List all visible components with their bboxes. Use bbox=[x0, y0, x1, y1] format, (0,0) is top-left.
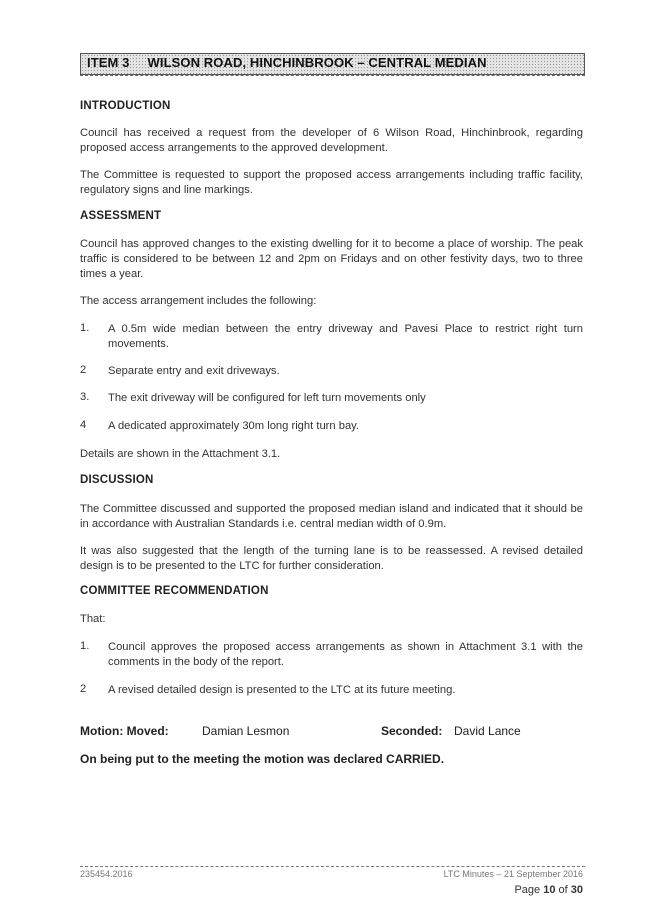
assessment-list-number: 1. bbox=[80, 322, 90, 334]
recommendation-intro: That: bbox=[80, 613, 106, 625]
page-total: 30 bbox=[570, 884, 583, 896]
assessment-details: Details are shown in the Attachment 3.1. bbox=[80, 448, 281, 460]
motion-moved-label: Motion: Moved: bbox=[80, 724, 169, 738]
motion-carried-statement: On being put to the meeting the motion was declared CARRIED. bbox=[80, 752, 445, 766]
recommendation-list-number: 1. bbox=[80, 640, 90, 652]
footer-divider bbox=[80, 866, 585, 867]
motion-seconded-label: Seconded: bbox=[381, 724, 443, 738]
assessment-list-number: 4 bbox=[80, 419, 87, 431]
page-prefix: Page bbox=[514, 884, 544, 896]
recommendation-list-item: Council approves the proposed access arrangements as shown in Attachment 3.1 with the comments in the body of the report. bbox=[108, 641, 583, 668]
footer-minutes-title: LTC Minutes – 21 September 2016 bbox=[443, 869, 583, 879]
footer-page-number bbox=[514, 884, 583, 896]
discussion-paragraph-1: The Committee discussed and supported the proposed median island and indicated that it should be in accordance with Australian Standards i.e. central median width of 0.9m. bbox=[80, 503, 583, 530]
assessment-list-item: Separate entry and exit driveways. bbox=[108, 365, 280, 377]
assessment-paragraph-1: Council has approved changes to the existing dwelling for it to become a place of worship. The peak traffic is considered to be between 12 and 2pm on Fridays and on other festivity days, two to three times a year. bbox=[80, 238, 583, 280]
page-of: of bbox=[555, 884, 571, 896]
recommendation-list-number: 2 bbox=[80, 683, 87, 695]
item-title bbox=[87, 55, 487, 70]
page-current: 10 bbox=[543, 884, 556, 896]
heading-introduction: INTRODUCTION bbox=[80, 100, 171, 112]
discussion-paragraph-2: It was also suggested that the length of the turning lane is to be reassessed. A revised detailed design is to be presented to the LTC for further consideration. bbox=[80, 545, 583, 572]
motion-moved-by: Damian Lesmon bbox=[202, 724, 290, 738]
introduction-paragraph-2: The Committee is requested to support the proposed access arrangements including traffic facility, regulatory signs and line markings. bbox=[80, 169, 583, 196]
item-number: ITEM 3 bbox=[87, 55, 130, 70]
assessment-list-item: The exit driveway will be configured for left turn movements only bbox=[108, 392, 426, 404]
header-divider bbox=[80, 75, 585, 76]
assessment-list-item: A dedicated approximately 30m long right turn bay. bbox=[108, 420, 360, 432]
heading-discussion: DISCUSSION bbox=[80, 474, 154, 486]
footer-document-id: 235454.2016 bbox=[80, 869, 133, 879]
item-title-text: WILSON ROAD, HINCHINBROOK – CENTRAL MEDIAN bbox=[147, 55, 487, 70]
heading-assessment: ASSESSMENT bbox=[80, 210, 162, 222]
assessment-list-number: 3. bbox=[80, 391, 90, 403]
recommendation-list-item: A revised detailed design is presented to the LTC at its future meeting. bbox=[108, 684, 456, 696]
heading-committee-recommendation: COMMITTEE RECOMMENDATION bbox=[80, 585, 269, 597]
introduction-paragraph-1: Council has received a request from the developer of 6 Wilson Road, Hinchinbrook, regarding proposed access arrangements to the approved development. bbox=[80, 127, 583, 154]
assessment-list-item: A 0.5m wide median between the entry driveway and Pavesi Place to restrict right turn movements. bbox=[108, 323, 583, 350]
assessment-list-number: 2 bbox=[80, 364, 87, 376]
motion-seconded-by: David Lance bbox=[454, 724, 521, 738]
assessment-paragraph-2: The access arrangement includes the following: bbox=[80, 295, 317, 307]
